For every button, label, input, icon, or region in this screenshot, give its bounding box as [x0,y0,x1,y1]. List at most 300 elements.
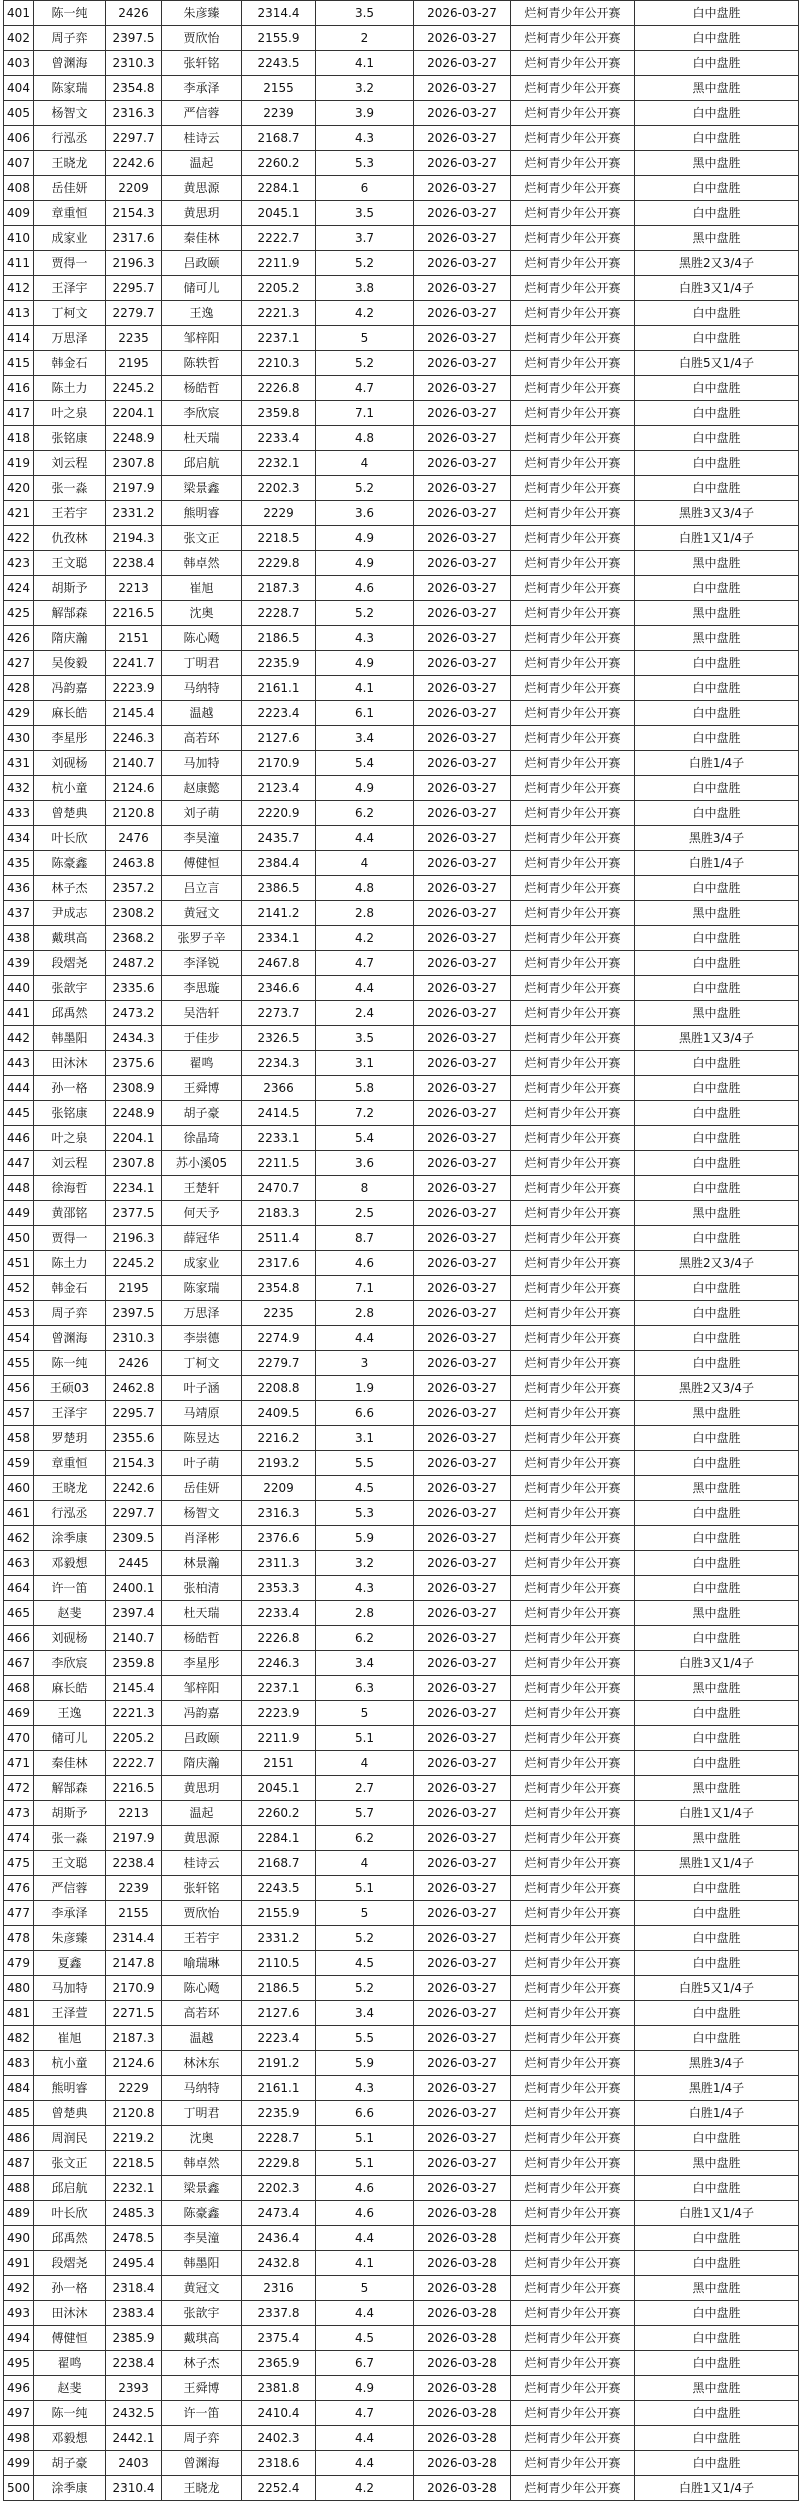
game-result-cell: 白中盘胜 [635,701,799,726]
player-a-cell: 解郜森 [34,1776,106,1801]
player-a-rating-cell: 2154.3 [106,201,162,226]
game-date-cell: 2026-03-28 [414,2326,511,2351]
table-row [4,1051,799,1076]
game-result-cell: 白中盘胜 [635,676,799,701]
game-number-cell: 475 [4,1851,34,1876]
player-b-cell: 温起 [162,1801,242,1826]
player-b-cell: 杨智文 [162,1501,242,1526]
player-a-cell: 秦佳林 [34,1751,106,1776]
player-a-cell: 王逸 [34,1701,106,1726]
game-date-cell: 2026-03-27 [414,401,511,426]
event-name-cell: 烂柯青少年公开赛 [511,2426,635,2451]
player-a-rating-cell: 2195 [106,1276,162,1301]
game-date-cell: 2026-03-27 [414,1776,511,1801]
player-b-rating-cell: 2187.3 [242,576,316,601]
game-number-cell: 432 [4,776,34,801]
table-row [4,1901,799,1926]
game-date-cell: 2026-03-27 [414,1601,511,1626]
player-b-cell: 成家业 [162,1251,242,1276]
points-cell: 3.8 [316,276,414,301]
game-date-cell: 2026-03-27 [414,1451,511,1476]
event-name-cell: 烂柯青少年公开赛 [511,1551,635,1576]
points-cell: 4.2 [316,301,414,326]
points-cell: 4 [316,1851,414,1876]
game-number-cell: 478 [4,1926,34,1951]
table-row [4,2151,799,2176]
player-b-cell: 苏小溪05 [162,1151,242,1176]
player-a-rating-cell: 2124.6 [106,776,162,801]
game-date-cell: 2026-03-27 [414,1201,511,1226]
event-name-cell: 烂柯青少年公开赛 [511,2101,635,2126]
table-row [4,1726,799,1751]
player-b-rating-cell: 2402.3 [242,2426,316,2451]
event-name-cell: 烂柯青少年公开赛 [511,51,635,76]
table-row [4,251,799,276]
player-b-cell: 张文正 [162,526,242,551]
game-result-cell: 白中盘胜 [635,976,799,1001]
player-b-rating-cell: 2168.7 [242,1851,316,1876]
game-result-cell: 白中盘胜 [635,301,799,326]
points-cell: 5.5 [316,1451,414,1476]
player-a-cell: 刘云程 [34,1151,106,1176]
player-b-rating-cell: 2318.6 [242,2451,316,2476]
player-b-cell: 储可儿 [162,276,242,301]
event-name-cell: 烂柯青少年公开赛 [511,451,635,476]
game-result-cell: 黑中盘胜 [635,626,799,651]
game-number-cell: 467 [4,1651,34,1676]
player-a-cell: 张一淼 [34,1826,106,1851]
player-b-rating-cell: 2414.5 [242,1101,316,1126]
player-b-rating-cell: 2473.4 [242,2201,316,2226]
event-name-cell: 烂柯青少年公开赛 [511,626,635,651]
game-number-cell: 437 [4,901,34,926]
player-a-rating-cell: 2235 [106,326,162,351]
event-name-cell: 烂柯青少年公开赛 [511,2026,635,2051]
game-result-cell: 白中盘胜 [635,1526,799,1551]
player-a-rating-cell: 2194.3 [106,526,162,551]
game-result-cell: 白中盘胜 [635,1101,799,1126]
game-result-cell: 白中盘胜 [635,2451,799,2476]
points-cell: 5 [316,326,414,351]
player-b-cell: 林子杰 [162,2351,242,2376]
points-cell: 6.1 [316,701,414,726]
game-number-cell: 431 [4,751,34,776]
player-a-rating-cell: 2426 [106,1,162,26]
player-a-cell: 王文聪 [34,1851,106,1876]
game-date-cell: 2026-03-27 [414,676,511,701]
game-number-cell: 497 [4,2401,34,2426]
points-cell: 4.8 [316,876,414,901]
game-number-cell: 461 [4,1501,34,1526]
game-date-cell: 2026-03-27 [414,1151,511,1176]
game-date-cell: 2026-03-27 [414,1101,511,1126]
player-a-rating-cell: 2397.5 [106,26,162,51]
game-result-cell: 白胜1又1/4子 [635,2201,799,2226]
player-a-rating-cell: 2478.5 [106,2226,162,2251]
event-name-cell: 烂柯青少年公开赛 [511,301,635,326]
player-b-cell: 张柏清 [162,1576,242,1601]
player-b-cell: 王逸 [162,301,242,326]
event-name-cell: 烂柯青少年公开赛 [511,1601,635,1626]
table-row [4,151,799,176]
player-b-rating-cell: 2410.4 [242,2401,316,2426]
game-result-cell: 白中盘胜 [635,401,799,426]
player-a-rating-cell: 2151 [106,626,162,651]
player-a-cell: 陈土力 [34,376,106,401]
player-a-cell: 曾渊海 [34,51,106,76]
table-row [4,626,799,651]
game-number-cell: 405 [4,101,34,126]
player-b-cell: 严信蓉 [162,101,242,126]
player-b-cell: 沈奥 [162,2126,242,2151]
player-b-rating-cell: 2316 [242,2276,316,2301]
player-a-cell: 杨智文 [34,101,106,126]
event-name-cell: 烂柯青少年公开赛 [511,826,635,851]
game-result-cell: 白中盘胜 [635,1126,799,1151]
game-number-cell: 472 [4,1776,34,1801]
player-b-cell: 赵康懿 [162,776,242,801]
player-b-cell: 马加特 [162,751,242,776]
player-a-cell: 韩金石 [34,351,106,376]
points-cell: 5.1 [316,2151,414,2176]
table-row [4,876,799,901]
table-row [4,2376,799,2401]
game-result-cell: 白中盘胜 [635,326,799,351]
points-cell: 3.4 [316,726,414,751]
player-a-cell: 黄邵铭 [34,1201,106,1226]
game-result-cell: 白中盘胜 [635,726,799,751]
player-a-cell: 朱彦臻 [34,1926,106,1951]
table-row [4,651,799,676]
game-date-cell: 2026-03-27 [414,2176,511,2201]
game-date-cell: 2026-03-27 [414,951,511,976]
player-b-rating-cell: 2233.4 [242,426,316,451]
player-a-cell: 陈豪鑫 [34,851,106,876]
player-a-cell: 戴琪高 [34,926,106,951]
points-cell: 4.8 [316,426,414,451]
points-cell: 4.1 [316,2251,414,2276]
points-cell: 7.2 [316,1101,414,1126]
player-b-cell: 韩墨阳 [162,2251,242,2276]
points-cell: 2.8 [316,1601,414,1626]
event-name-cell: 烂柯青少年公开赛 [511,351,635,376]
player-b-rating-cell: 2226.8 [242,376,316,401]
player-a-cell: 冯韵嘉 [34,676,106,701]
event-name-cell: 烂柯青少年公开赛 [511,226,635,251]
player-b-rating-cell: 2346.6 [242,976,316,1001]
table-row [4,2101,799,2126]
game-number-cell: 423 [4,551,34,576]
points-cell: 3.6 [316,501,414,526]
table-row [4,2276,799,2301]
game-date-cell: 2026-03-27 [414,1326,511,1351]
event-name-cell: 烂柯青少年公开赛 [511,1101,635,1126]
player-b-cell: 马纳特 [162,2076,242,2101]
table-row [4,526,799,551]
event-name-cell: 烂柯青少年公开赛 [511,1851,635,1876]
table-row [4,1251,799,1276]
points-cell: 5.4 [316,751,414,776]
player-b-cell: 于佳步 [162,1026,242,1051]
player-a-rating-cell: 2245.2 [106,1251,162,1276]
game-date-cell: 2026-03-27 [414,1951,511,1976]
event-name-cell: 烂柯青少年公开赛 [511,1501,635,1526]
points-cell: 4.9 [316,2376,414,2401]
game-result-cell: 白中盘胜 [635,1926,799,1951]
player-a-cell: 解郜森 [34,601,106,626]
player-a-cell: 王泽宇 [34,1401,106,1426]
player-b-cell: 马纳特 [162,676,242,701]
player-b-rating-cell: 2409.5 [242,1401,316,1426]
player-b-cell: 温越 [162,701,242,726]
game-date-cell: 2026-03-27 [414,626,511,651]
player-b-rating-cell: 2331.2 [242,1926,316,1951]
player-a-cell: 邱禹然 [34,1001,106,1026]
player-a-cell: 章重恒 [34,1451,106,1476]
table-row [4,926,799,951]
player-b-cell: 陈豪鑫 [162,2201,242,2226]
points-cell: 7.1 [316,401,414,426]
event-name-cell: 烂柯青少年公开赛 [511,1326,635,1351]
game-number-cell: 454 [4,1326,34,1351]
player-b-cell: 陈轶哲 [162,351,242,376]
event-name-cell: 烂柯青少年公开赛 [511,951,635,976]
player-b-rating-cell: 2235.9 [242,651,316,676]
player-a-rating-cell: 2485.3 [106,2201,162,2226]
game-number-cell: 487 [4,2151,34,2176]
game-result-cell: 白中盘胜 [635,176,799,201]
game-date-cell: 2026-03-27 [414,351,511,376]
points-cell: 4 [316,851,414,876]
points-cell: 6.6 [316,2101,414,2126]
table-row [4,1526,799,1551]
game-date-cell: 2026-03-27 [414,551,511,576]
player-b-rating-cell: 2229.8 [242,2151,316,2176]
player-b-rating-cell: 2237.1 [242,326,316,351]
game-number-cell: 498 [4,2426,34,2451]
event-name-cell: 烂柯青少年公开赛 [511,201,635,226]
game-date-cell: 2026-03-27 [414,876,511,901]
player-b-cell: 黄冠文 [162,2276,242,2301]
game-date-cell: 2026-03-27 [414,101,511,126]
game-result-cell: 黑中盘胜 [635,151,799,176]
player-b-cell: 杜天瑞 [162,426,242,451]
event-name-cell: 烂柯青少年公开赛 [511,2276,635,2301]
game-number-cell: 425 [4,601,34,626]
table-row [4,401,799,426]
player-b-cell: 黄思源 [162,1826,242,1851]
game-number-cell: 493 [4,2301,34,2326]
player-a-rating-cell: 2310.3 [106,51,162,76]
game-result-cell: 白中盘胜 [635,1351,799,1376]
player-b-rating-cell: 2045.1 [242,201,316,226]
event-name-cell: 烂柯青少年公开赛 [511,551,635,576]
points-cell: 5.9 [316,2051,414,2076]
player-a-cell: 行泓丞 [34,126,106,151]
player-a-rating-cell: 2124.6 [106,2051,162,2076]
game-number-cell: 403 [4,51,34,76]
table-row [4,1176,799,1201]
game-date-cell: 2026-03-27 [414,976,511,1001]
points-cell: 5 [316,1701,414,1726]
table-row [4,976,799,1001]
player-b-rating-cell: 2205.2 [242,276,316,301]
event-name-cell: 烂柯青少年公开赛 [511,1826,635,1851]
player-b-rating-cell: 2155.9 [242,1901,316,1926]
player-a-cell: 行泓丞 [34,1501,106,1526]
table-row [4,326,799,351]
game-number-cell: 450 [4,1226,34,1251]
game-result-cell: 白胜1又1/4子 [635,2476,799,2501]
event-name-cell: 烂柯青少年公开赛 [511,1251,635,1276]
game-result-cell: 白中盘胜 [635,1701,799,1726]
table-row [4,376,799,401]
game-result-cell: 黑中盘胜 [635,1476,799,1501]
player-a-cell: 夏鑫 [34,1951,106,1976]
table-row [4,26,799,51]
player-a-rating-cell: 2140.7 [106,751,162,776]
player-b-cell: 李星彤 [162,1651,242,1676]
game-number-cell: 440 [4,976,34,1001]
game-number-cell: 474 [4,1826,34,1851]
event-name-cell: 烂柯青少年公开赛 [511,2251,635,2276]
game-number-cell: 483 [4,2051,34,2076]
points-cell: 4.6 [316,2201,414,2226]
table-row [4,51,799,76]
game-date-cell: 2026-03-27 [414,251,511,276]
table-row [4,1576,799,1601]
game-result-cell: 白胜5又1/4子 [635,351,799,376]
game-result-cell: 白胜1又1/4子 [635,526,799,551]
points-cell: 2.7 [316,1776,414,1801]
table-row [4,2076,799,2101]
game-number-cell: 420 [4,476,34,501]
player-a-rating-cell: 2245.2 [106,376,162,401]
game-date-cell: 2026-03-27 [414,226,511,251]
event-name-cell: 烂柯青少年公开赛 [511,1276,635,1301]
player-b-cell: 肖泽彬 [162,1526,242,1551]
game-number-cell: 459 [4,1451,34,1476]
player-a-rating-cell: 2213 [106,576,162,601]
game-number-cell: 443 [4,1051,34,1076]
game-result-cell: 白中盘胜 [635,926,799,951]
player-b-cell: 吴浩轩 [162,1001,242,1026]
table-row [4,201,799,226]
game-result-cell: 白中盘胜 [635,1426,799,1451]
table-row [4,826,799,851]
player-a-cell: 丁柯文 [34,301,106,326]
player-a-rating-cell: 2154.3 [106,1451,162,1476]
event-name-cell: 烂柯青少年公开赛 [511,601,635,626]
player-a-rating-cell: 2318.4 [106,2276,162,2301]
player-a-cell: 邱禹然 [34,2226,106,2251]
points-cell: 6 [316,176,414,201]
player-b-cell: 马靖原 [162,1401,242,1426]
player-b-cell: 吕政颐 [162,251,242,276]
table-row [4,776,799,801]
table-row [4,1001,799,1026]
player-b-rating-cell: 2193.2 [242,1451,316,1476]
table-row [4,1601,799,1626]
player-a-cell: 陈一纯 [34,2401,106,2426]
player-b-cell: 丁柯文 [162,1351,242,1376]
player-a-rating-cell: 2317.6 [106,226,162,251]
event-name-cell: 烂柯青少年公开赛 [511,1901,635,1926]
game-result-cell: 黑胜2又3/4子 [635,1251,799,1276]
game-date-cell: 2026-03-27 [414,801,511,826]
player-b-rating-cell: 2216.2 [242,1426,316,1451]
points-cell: 4.4 [316,826,414,851]
game-number-cell: 466 [4,1626,34,1651]
player-b-rating-cell: 2168.7 [242,126,316,151]
game-date-cell: 2026-03-27 [414,1076,511,1101]
player-b-cell: 李承泽 [162,76,242,101]
player-a-rating-cell: 2310.4 [106,2476,162,2501]
game-date-cell: 2026-03-28 [414,2351,511,2376]
game-result-cell: 白中盘胜 [635,2301,799,2326]
player-a-cell: 马加特 [34,1976,106,2001]
event-name-cell: 烂柯青少年公开赛 [511,2051,635,2076]
player-b-rating-cell: 2127.6 [242,726,316,751]
player-b-rating-cell: 2353.3 [242,1576,316,1601]
player-b-cell: 曾渊海 [162,2451,242,2476]
player-b-cell: 胡子豪 [162,1101,242,1126]
points-cell: 3.9 [316,101,414,126]
player-a-cell: 张歆宇 [34,976,106,1001]
player-b-rating-cell: 2375.4 [242,2326,316,2351]
game-number-cell: 451 [4,1251,34,1276]
game-result-cell: 黑胜2又3/4子 [635,1376,799,1401]
table-row [4,2326,799,2351]
game-date-cell: 2026-03-27 [414,1701,511,1726]
player-b-rating-cell: 2233.4 [242,1601,316,1626]
player-b-rating-cell: 2334.1 [242,926,316,951]
game-result-cell: 黑中盘胜 [635,226,799,251]
player-a-cell: 王晓龙 [34,1476,106,1501]
game-number-cell: 495 [4,2351,34,2376]
player-a-rating-cell: 2195 [106,351,162,376]
game-number-cell: 488 [4,2176,34,2201]
table-row [4,1326,799,1351]
player-a-cell: 罗楚玥 [34,1426,106,1451]
table-row [4,676,799,701]
game-result-cell: 白中盘胜 [635,1051,799,1076]
event-name-cell: 烂柯青少年公开赛 [511,1526,635,1551]
player-a-cell: 岳佳妍 [34,176,106,201]
player-b-cell: 陈昱达 [162,1426,242,1451]
player-b-cell: 徐晶琦 [162,1126,242,1151]
player-b-rating-cell: 2311.3 [242,1551,316,1576]
table-row [4,2126,799,2151]
player-b-cell: 叶子涵 [162,1376,242,1401]
player-b-rating-cell: 2211.9 [242,251,316,276]
points-cell: 5.3 [316,151,414,176]
game-result-cell: 白中盘胜 [635,651,799,676]
game-result-cell: 黑胜3/4子 [635,2051,799,2076]
game-result-cell: 白中盘胜 [635,1176,799,1201]
player-a-cell: 邱启航 [34,2176,106,2201]
game-date-cell: 2026-03-27 [414,1851,511,1876]
event-name-cell: 烂柯青少年公开赛 [511,1226,635,1251]
game-result-cell: 白中盘胜 [635,2351,799,2376]
game-number-cell: 485 [4,2101,34,2126]
game-number-cell: 462 [4,1526,34,1551]
player-b-rating-cell: 2284.1 [242,176,316,201]
player-b-cell: 李思璇 [162,976,242,1001]
table-row [4,501,799,526]
game-date-cell: 2026-03-27 [414,1726,511,1751]
game-result-cell: 白中盘胜 [635,2226,799,2251]
